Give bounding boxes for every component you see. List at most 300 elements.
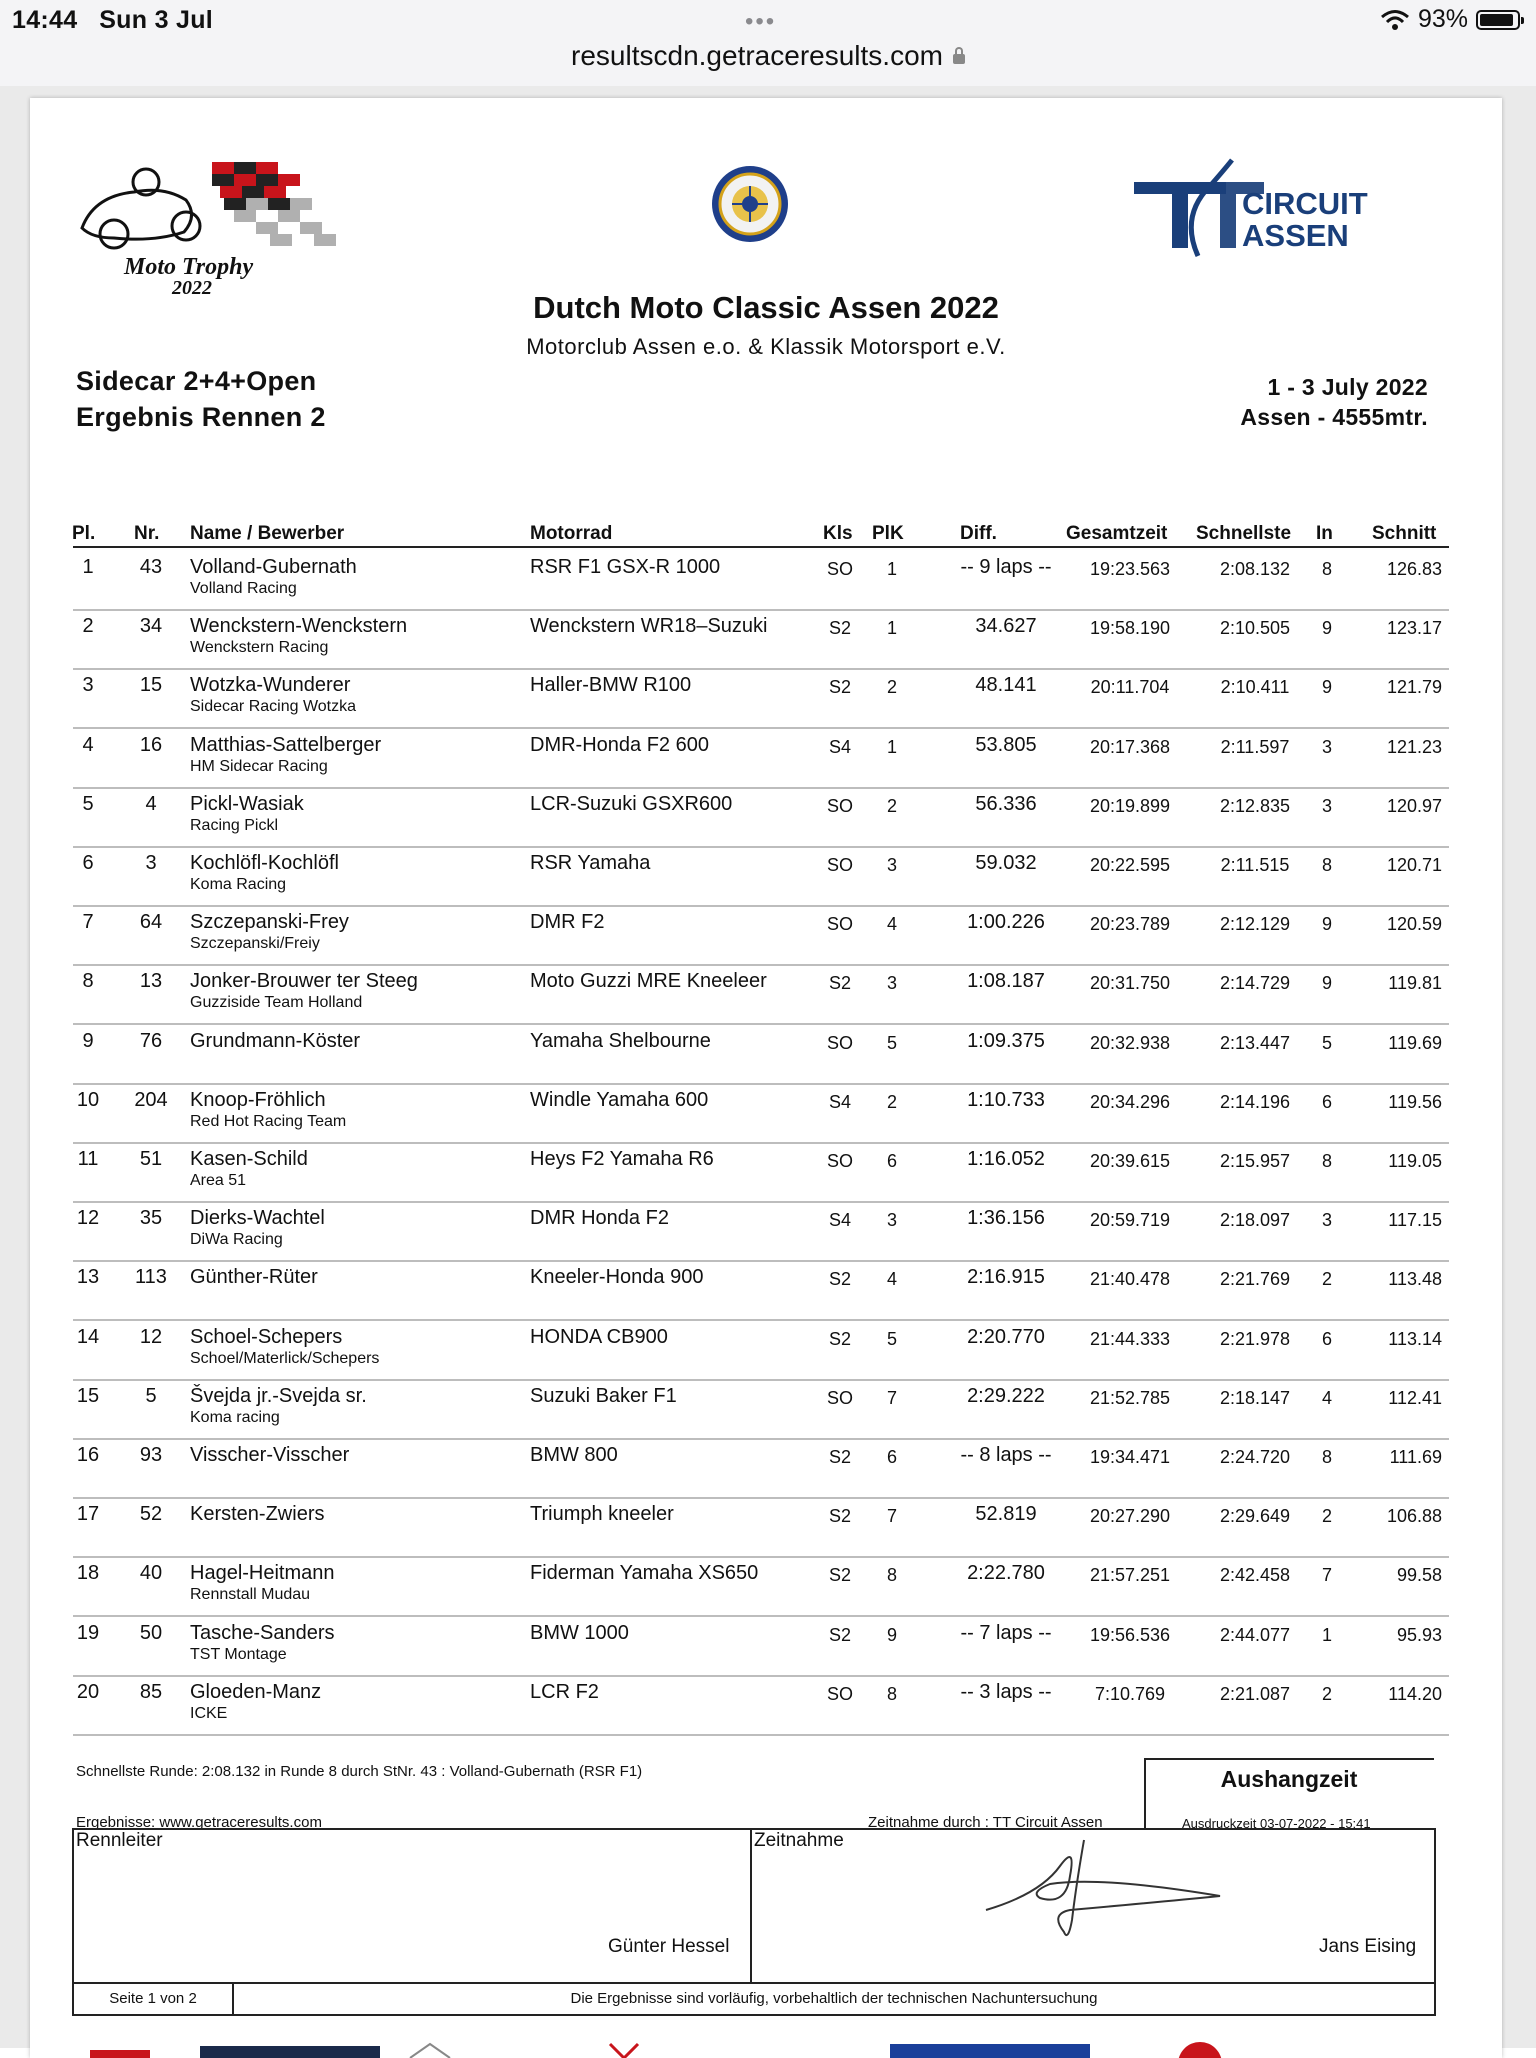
cell-number: 12: [139, 1325, 163, 1348]
signature-divider: [750, 1828, 752, 1984]
cell-gap: 1:16.052: [967, 1148, 1045, 1170]
cell-number: 204: [134, 1088, 168, 1111]
cell-class: SO: [826, 1683, 853, 1704]
cell-position: 18: [76, 1562, 100, 1585]
cell-best-lap-number: 9: [1321, 677, 1332, 698]
cell-crew-name: Kersten-Zwiers: [190, 1503, 325, 1526]
cell-class: S2: [828, 973, 852, 994]
cell-best-lap-number: 6: [1321, 1328, 1332, 1349]
cell-best-lap: 2:12.129: [1219, 914, 1291, 935]
cell-class: S2: [828, 618, 852, 639]
table-row: [30, 1618, 1502, 1677]
cell-total-time: 20:23.789: [1089, 914, 1171, 935]
url-text: resultscdn.getraceresults.com: [571, 40, 943, 71]
cell-class-position: 4: [886, 914, 897, 935]
cell-crew-name: Volland-Gubernath: [190, 556, 357, 578]
cell-number: 64: [139, 911, 163, 934]
cell-entrant-team: Wenckstern Racing: [190, 639, 329, 657]
cell-number: 113: [135, 1266, 167, 1289]
cell-entrant-team: Sidecar Racing Wotzka: [190, 698, 356, 716]
cell-entrant-team: Schoel/Materlick/Schepers: [190, 1349, 380, 1367]
col-header-avg-speed: Schnitt: [1372, 523, 1437, 544]
cell-gap: 1:10.733: [967, 1088, 1045, 1111]
cell-number: 13: [139, 970, 163, 993]
cell-class: SO: [826, 1387, 853, 1408]
cell-class-position: 3: [886, 1210, 897, 1231]
table-row: [30, 1440, 1502, 1499]
cell-position: 11: [77, 1148, 99, 1170]
cell-class-position: 1: [886, 618, 897, 639]
cell-total-time: 21:44.333: [1089, 1328, 1171, 1349]
timekeeper-name: Jans Eising: [1319, 1936, 1417, 1957]
cell-class: SO: [826, 855, 853, 875]
results-website: Ergebnisse: www.getraceresults.com: [76, 1814, 322, 1831]
aushangzeit-label: Aushangzeit: [1220, 1766, 1358, 1792]
cell-best-lap: 2:42.458: [1219, 1565, 1291, 1586]
cell-gap: 53.805: [975, 733, 1037, 756]
cell-entrant-team: Racing Pickl: [190, 816, 279, 834]
cell-class: S2: [828, 1624, 852, 1645]
cell-gap: 56.336: [975, 792, 1037, 815]
timing-provider: Zeitnahme durch : TT Circuit Assen: [868, 1814, 1103, 1831]
cell-class: S2: [828, 1565, 852, 1586]
cell-gap: 59.032: [975, 852, 1037, 874]
cell-total-time: 20:22.595: [1089, 855, 1171, 875]
cell-class-position: 8: [886, 1565, 897, 1586]
cell-best-lap-number: 8: [1321, 1447, 1332, 1467]
cell-entrant-team: ICKE: [190, 1704, 228, 1722]
battery-icon: [1476, 10, 1520, 30]
cell-best-lap-number: 8: [1321, 559, 1332, 579]
table-row: [30, 611, 1502, 670]
cell-best-lap: 2:08.132: [1219, 559, 1291, 579]
cell-avg-speed: 119.69: [1388, 1032, 1442, 1053]
cell-class: SO: [826, 914, 853, 935]
row-rule: [73, 1734, 1449, 1736]
signature-bottom-rule: [72, 1982, 1436, 1984]
table-row: [30, 1144, 1502, 1203]
cell-motorcycle: Haller-BMW R100: [530, 674, 692, 697]
cell-position: 19: [76, 1621, 100, 1644]
cell-class-position: 7: [886, 1387, 897, 1408]
cell-avg-speed: 119.05: [1388, 1151, 1442, 1171]
cell-gap: 1:36.156: [967, 1207, 1045, 1230]
table-row: [30, 670, 1502, 729]
cell-motorcycle: LCR-Suzuki GSXR600: [530, 792, 733, 815]
cell-class-position: 5: [886, 1328, 897, 1349]
cell-class: SO: [826, 1032, 853, 1053]
cell-position: 6: [82, 852, 94, 874]
status-time: 14:44 Sun 3 Jul: [12, 6, 214, 34]
race-director-label: Rennleiter: [76, 1830, 163, 1851]
cell-best-lap-number: 8: [1321, 1151, 1332, 1171]
cell-total-time: 21:40.478: [1089, 1269, 1171, 1290]
cell-class-position: 3: [886, 855, 897, 875]
results-sheet: [30, 98, 1502, 2058]
cell-gap: -- 7 laps --: [960, 1621, 1052, 1644]
cell-best-lap: 2:21.769: [1219, 1269, 1291, 1290]
cell-entrant-team: Rennstall Mudau: [190, 1586, 311, 1604]
cell-number: 43: [139, 556, 163, 578]
cell-motorcycle: Heys F2 Yamaha R6: [530, 1148, 714, 1170]
cell-class-position: 1: [886, 559, 897, 579]
cell-best-lap-number: 6: [1321, 1091, 1332, 1112]
cell-total-time: 20:11.704: [1090, 677, 1170, 698]
cell-total-time: 20:39.615: [1089, 1151, 1171, 1171]
cell-crew-name: Pickl-Wasiak: [190, 792, 304, 815]
cell-best-lap: 2:18.097: [1219, 1210, 1291, 1231]
cell-best-lap: 2:10.411: [1220, 677, 1290, 698]
cell-entrant-team: DiWa Racing: [190, 1231, 283, 1249]
cell-entrant-team: TST Montage: [190, 1645, 287, 1663]
cell-motorcycle: Moto Guzzi MRE Kneeleer: [530, 970, 767, 993]
cell-crew-name: Švejda jr.-Svejda sr.: [190, 1384, 367, 1407]
cell-motorcycle: Windle Yamaha 600: [530, 1088, 709, 1111]
cell-position: 1: [82, 556, 94, 578]
document-viewport[interactable]: [0, 86, 1536, 2048]
cell-motorcycle: RSR F1 GSX-R 1000: [530, 556, 721, 578]
cell-crew-name: Wenckstern-Wenckstern: [190, 615, 408, 638]
cell-total-time: 19:58.190: [1089, 618, 1171, 639]
cell-gap: -- 3 laps --: [960, 1680, 1052, 1703]
address-bar[interactable]: [0, 40, 1536, 72]
cell-number: 3: [145, 852, 157, 874]
col-header-number: Nr.: [134, 523, 160, 544]
cell-best-lap: 2:10.505: [1219, 618, 1291, 639]
cell-crew-name: Tasche-Sanders: [190, 1621, 335, 1644]
cell-motorcycle: Kneeler-Honda 900: [530, 1266, 704, 1289]
table-row: [30, 1677, 1502, 1736]
cell-motorcycle: RSR Yamaha: [530, 852, 651, 874]
cell-avg-speed: 106.88: [1386, 1506, 1442, 1527]
cell-entrant-team: Red Hot Racing Team: [190, 1112, 347, 1130]
cell-class: SO: [826, 559, 853, 579]
cell-number: 40: [139, 1562, 163, 1585]
cell-crew-name: Schoel-Schepers: [190, 1325, 343, 1348]
cell-class: S2: [828, 1269, 852, 1290]
cell-entrant-team: Guzziside Team Holland: [190, 994, 363, 1012]
page-indicator: Seite 1 von 2: [109, 1990, 197, 2007]
event-venue: Assen - 4555mtr.: [1240, 404, 1428, 430]
cell-position: 10: [76, 1088, 100, 1111]
cell-crew-name: Hagel-Heitmann: [190, 1562, 335, 1585]
cell-position: 15: [76, 1384, 100, 1407]
cell-avg-speed: 114.20: [1388, 1683, 1442, 1704]
cell-entrant-team: Area 51: [190, 1172, 247, 1189]
cell-position: 2: [82, 615, 94, 638]
cell-class: S2: [828, 677, 852, 698]
cell-best-lap: 2:18.147: [1219, 1387, 1291, 1408]
cell-position: 4: [82, 733, 94, 756]
cell-avg-speed: 111.69: [1389, 1447, 1442, 1467]
more-dots-icon[interactable]: •••: [745, 8, 777, 35]
cell-number: 93: [139, 1444, 163, 1466]
cell-total-time: 20:34.296: [1089, 1091, 1171, 1112]
cell-avg-speed: 126.83: [1386, 559, 1442, 579]
cell-gap: -- 9 laps --: [960, 556, 1052, 578]
cell-total-time: 20:17.368: [1089, 736, 1171, 757]
timekeeping-label: Zeitnahme: [754, 1830, 844, 1851]
cell-avg-speed: 119.56: [1388, 1091, 1442, 1112]
cell-motorcycle: Triumph kneeler: [530, 1503, 674, 1526]
cell-total-time: 21:57.251: [1089, 1565, 1171, 1586]
cell-class-position: 2: [886, 1091, 897, 1112]
cell-gap: 1:08.187: [967, 970, 1045, 993]
cell-best-lap: 2:14.196: [1219, 1091, 1291, 1112]
col-header-name: Name / Bewerber: [190, 523, 345, 544]
cell-number: 76: [139, 1029, 163, 1052]
cell-avg-speed: 120.71: [1386, 855, 1442, 875]
table-row: [30, 730, 1502, 789]
cell-position: 8: [82, 970, 94, 993]
col-header-best-lap: Schnellste: [1196, 523, 1292, 544]
cell-position: 17: [76, 1503, 100, 1526]
cell-crew-name: Jonker-Brouwer ter Steeg: [190, 970, 418, 993]
cell-position: 7: [82, 911, 94, 934]
cell-total-time: 20:59.719: [1089, 1210, 1171, 1231]
cell-number: 5: [145, 1384, 157, 1407]
lock-icon: [953, 54, 965, 64]
table-row: [30, 552, 1502, 611]
cell-class: S4: [828, 1091, 852, 1112]
cell-entrant-team: Koma racing: [190, 1408, 280, 1426]
cell-class-position: 5: [886, 1032, 897, 1053]
table-row: [30, 1381, 1502, 1440]
cell-class-position: 9: [886, 1624, 897, 1645]
cell-avg-speed: 112.41: [1388, 1387, 1442, 1408]
table-row: [30, 789, 1502, 848]
cell-position: 12: [76, 1207, 100, 1230]
sponsor-logo-6: [1178, 2042, 1222, 2058]
table-row: [30, 1558, 1502, 1617]
cell-gap: 1:00.226: [967, 911, 1045, 934]
cell-total-time: 20:32.938: [1089, 1032, 1171, 1053]
cell-class-position: 1: [886, 736, 897, 757]
col-header-position: Pl.: [72, 523, 96, 544]
cell-crew-name: Matthias-Sattelberger: [190, 733, 382, 756]
cell-gap: 2:29.222: [967, 1384, 1045, 1407]
cell-motorcycle: Fiderman Yamaha XS650: [530, 1562, 759, 1585]
cell-position: 9: [82, 1029, 94, 1052]
cell-best-lap-number: 2: [1321, 1506, 1332, 1527]
table-row: [30, 1262, 1502, 1321]
cell-best-lap: 2:24.720: [1219, 1447, 1291, 1467]
cell-entrant-team: Volland Racing: [190, 580, 297, 597]
cell-class-position: 8: [886, 1683, 897, 1704]
cell-crew-name: Wotzka-Wunderer: [190, 674, 351, 697]
col-header-in-lap: In: [1316, 523, 1333, 544]
cell-best-lap-number: 9: [1321, 914, 1332, 935]
event-organizers: Motorclub Assen e.o. & Klassik Motorsport e.V.: [526, 334, 1006, 359]
cell-crew-name: Gloeden-Manz: [190, 1680, 322, 1703]
cell-motorcycle: LCR F2: [530, 1680, 599, 1703]
cell-gap: 2:16.915: [967, 1266, 1045, 1289]
cell-motorcycle: BMW 1000: [530, 1621, 629, 1644]
cell-avg-speed: 121.79: [1386, 677, 1442, 698]
cell-motorcycle: BMW 800: [530, 1444, 618, 1466]
cell-total-time: 19:56.536: [1089, 1624, 1171, 1645]
wifi-icon: [1380, 9, 1410, 31]
logo-right-line1: CIRCUIT: [1242, 186, 1368, 221]
cell-motorcycle: DMR Honda F2: [530, 1207, 669, 1230]
logo-right-line2: ASSEN: [1242, 218, 1349, 253]
cell-class: S2: [828, 1447, 852, 1467]
cell-class-position: 6: [886, 1447, 897, 1467]
cell-best-lap: 2:21.978: [1219, 1328, 1291, 1349]
cell-avg-speed: 113.14: [1388, 1328, 1442, 1349]
cell-gap: 52.819: [975, 1503, 1037, 1526]
table-row: [30, 1322, 1502, 1381]
cell-avg-speed: 99.58: [1396, 1565, 1442, 1586]
cell-position: 14: [76, 1325, 100, 1348]
cell-best-lap: 2:14.729: [1219, 973, 1291, 994]
cell-avg-speed: 113.48: [1388, 1269, 1442, 1290]
cell-motorcycle: Yamaha Shelbourne: [530, 1029, 711, 1052]
cell-best-lap-number: 9: [1321, 618, 1332, 639]
cell-class: S2: [828, 1506, 852, 1527]
table-row: [30, 1026, 1502, 1085]
sponsor-logo-4: [610, 2044, 638, 2058]
cell-best-lap-number: 1: [1321, 1624, 1332, 1645]
provisional-disclaimer: Die Ergebnisse sind vorläufig, vorbehaltlich der technischen Nachuntersuchung: [570, 1990, 1098, 2007]
cell-crew-name: Kochlöfl-Kochlöfl: [190, 852, 339, 874]
cell-number: 4: [145, 792, 157, 815]
cell-motorcycle: DMR F2: [530, 911, 605, 934]
cell-number: 51: [139, 1148, 163, 1170]
cell-avg-speed: 121.23: [1386, 736, 1442, 757]
cell-crew-name: Kasen-Schild: [190, 1148, 308, 1170]
col-header-class-position: PlK: [872, 523, 904, 544]
col-header-class: Kls: [823, 523, 853, 544]
cell-best-lap-number: 3: [1321, 736, 1332, 757]
race-result-title: Ergebnis Rennen 2: [76, 402, 326, 432]
battery-percent: 93%: [1417, 5, 1468, 33]
cell-best-lap: 2:13.447: [1219, 1032, 1291, 1053]
cell-best-lap: 2:11.515: [1220, 855, 1290, 875]
cell-crew-name: Grundmann-Köster: [190, 1029, 361, 1052]
logo-left-title: Moto Trophy: [124, 254, 254, 280]
cell-number: 34: [139, 615, 163, 638]
sponsor-logo-3: [410, 2044, 450, 2058]
race-class: Sidecar 2+4+Open: [76, 366, 317, 396]
cell-best-lap-number: 2: [1321, 1683, 1332, 1704]
cell-number: 85: [139, 1680, 163, 1703]
cell-gap: 1:09.375: [967, 1029, 1045, 1052]
cell-entrant-team: Szczepanski/Freiy: [190, 935, 320, 953]
cell-total-time: 21:52.785: [1089, 1387, 1171, 1408]
cell-gap: 2:22.780: [967, 1562, 1045, 1585]
cell-number: 52: [139, 1503, 163, 1526]
cell-class: S4: [828, 736, 852, 757]
cell-avg-speed: 120.59: [1386, 914, 1442, 935]
cell-best-lap: 2:11.597: [1220, 736, 1290, 757]
cell-avg-speed: 119.81: [1388, 973, 1442, 994]
cell-class: S2: [828, 1328, 852, 1349]
cell-class: SO: [826, 1151, 853, 1171]
cell-best-lap: 2:12.835: [1219, 795, 1291, 816]
cell-class-position: 4: [886, 1269, 897, 1290]
cell-best-lap-number: 5: [1321, 1032, 1332, 1053]
cell-best-lap-number: 3: [1321, 795, 1332, 816]
cell-number: 35: [139, 1207, 163, 1230]
cell-total-time: 7:10.769: [1094, 1683, 1166, 1704]
sponsor-logo-5: [890, 2044, 1090, 2058]
table-row: [30, 1499, 1502, 1558]
cell-total-time: 19:34.471: [1089, 1447, 1171, 1467]
cell-avg-speed: 95.93: [1396, 1624, 1442, 1645]
cell-best-lap: 2:29.649: [1219, 1506, 1291, 1527]
cell-class: S4: [828, 1210, 852, 1231]
table-row: [30, 966, 1502, 1025]
cell-motorcycle: Suzuki Baker F1: [530, 1384, 677, 1407]
cell-best-lap: 2:21.087: [1219, 1683, 1291, 1704]
cell-best-lap: 2:44.077: [1219, 1624, 1291, 1645]
cell-total-time: 20:27.290: [1089, 1506, 1171, 1527]
cell-class-position: 2: [886, 677, 897, 698]
cell-entrant-team: Koma Racing: [190, 876, 287, 893]
cell-number: 15: [139, 674, 163, 697]
cell-best-lap-number: 8: [1321, 855, 1332, 875]
cell-best-lap-number: 7: [1321, 1565, 1332, 1586]
cell-best-lap-number: 4: [1321, 1387, 1332, 1408]
cell-position: 5: [82, 792, 94, 815]
table-row: [30, 1085, 1502, 1144]
cell-gap: 2:20.770: [967, 1325, 1045, 1348]
sponsor-logos-strip: [30, 2036, 1502, 2058]
cell-class-position: 6: [886, 1151, 897, 1171]
col-header-diff: Diff.: [960, 523, 997, 544]
cell-position: 3: [82, 674, 94, 697]
cell-best-lap-number: 9: [1321, 973, 1332, 994]
cell-position: 13: [76, 1266, 100, 1289]
race-director-name: Günter Hessel: [608, 1936, 730, 1957]
cell-crew-name: Dierks-Wachtel: [190, 1207, 325, 1230]
cell-entrant-team: HM Sidecar Racing: [190, 757, 328, 775]
fastest-lap-info: Schnellste Runde: 2:08.132 in Runde 8 durch StNr. 43 : Volland-Gubernath (RSR F1): [76, 1763, 643, 1780]
cell-best-lap: 2:15.957: [1219, 1151, 1291, 1171]
cell-class-position: 7: [886, 1506, 897, 1527]
cell-class-position: 2: [886, 795, 897, 816]
print-time: Ausdruckzeit 03-07-2022 - 15:41: [1182, 1816, 1371, 1831]
cell-crew-name: Szczepanski-Frey: [190, 911, 349, 934]
cell-crew-name: Günther-Rüter: [190, 1266, 318, 1289]
cell-class-position: 3: [886, 973, 897, 994]
cell-crew-name: Visscher-Visscher: [190, 1444, 350, 1466]
cell-number: 16: [139, 733, 163, 756]
cell-best-lap-number: 3: [1321, 1210, 1332, 1231]
cell-motorcycle: HONDA CB900: [530, 1325, 668, 1348]
status-right: [1380, 5, 1520, 34]
cell-avg-speed: 123.17: [1386, 618, 1442, 639]
cell-gap: 48.141: [975, 674, 1037, 697]
event-date: 1 - 3 July 2022: [1267, 374, 1428, 400]
cell-total-time: 20:31.750: [1089, 973, 1171, 994]
cell-motorcycle: DMR-Honda F2 600: [530, 733, 709, 756]
cell-motorcycle: Wenckstern WR18–Suzuki: [530, 615, 768, 638]
cell-number: 50: [139, 1621, 163, 1644]
table-row: [30, 1203, 1502, 1262]
cell-gap: 34.627: [975, 615, 1037, 638]
table-row: [30, 848, 1502, 907]
sponsor-logo-1: [90, 2050, 150, 2058]
cell-avg-speed: 117.15: [1388, 1210, 1442, 1231]
cell-total-time: 20:19.899: [1089, 795, 1171, 816]
cell-total-time: 19:23.563: [1089, 559, 1171, 579]
col-header-total-time: Gesamtzeit: [1066, 523, 1168, 544]
cell-best-lap-number: 2: [1321, 1269, 1332, 1290]
cell-crew-name: Knoop-Fröhlich: [190, 1088, 326, 1111]
cell-class: SO: [826, 795, 853, 816]
